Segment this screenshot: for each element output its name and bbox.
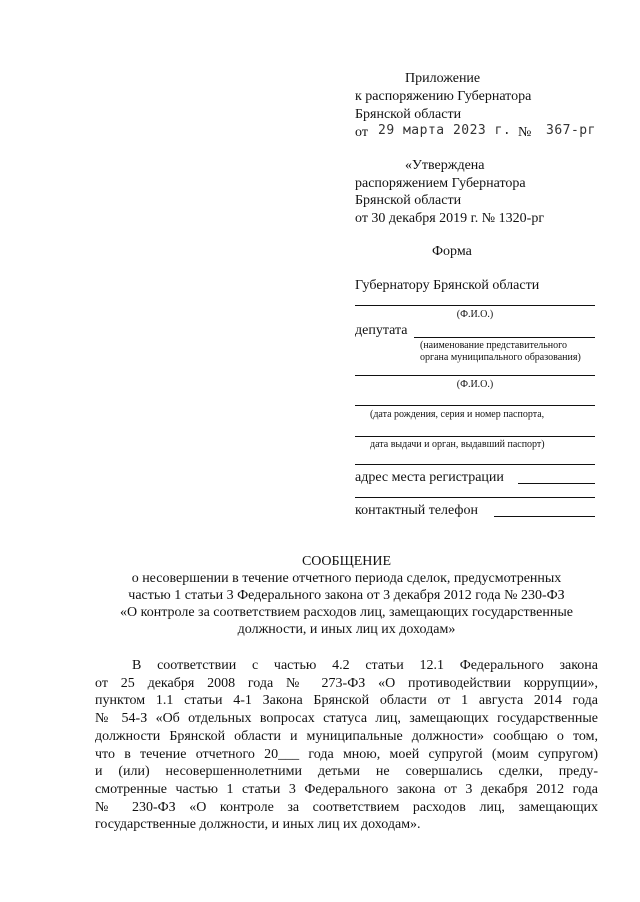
body-caption-2: органа муниципального образования) xyxy=(420,352,581,363)
fio-caption-2: (Ф.И.О.) xyxy=(456,379,494,390)
passport-line-2 xyxy=(355,436,595,437)
body-line: № 54-З «Об отдельных вопросах статуса лиц, замещающих государственные xyxy=(95,711,598,727)
approved-line-4: от 30 декабря 2019 г. № 1320-рг xyxy=(355,211,545,226)
passport-caption-1: (дата рождения, серия и номер паспорта, xyxy=(370,409,545,420)
appendix-from: от xyxy=(355,125,368,140)
body-line: и (или) несовершеннолетними детьми не совершались сделки, преду- xyxy=(95,764,598,780)
message-subtitle-4: должности, и иных лиц их доходам» xyxy=(237,622,456,637)
body-line: что в течение отчетного 20___ года мною, моей супругой (моим супругом) xyxy=(95,746,598,762)
approved-line-3: Брянской области xyxy=(355,193,462,208)
appendix-date: 29 марта 2023 г. xyxy=(378,123,512,138)
body-line: В соответствии с частью 4.2 статьи 12.1 Федерального закона xyxy=(132,658,598,673)
appendix-line-3: Брянской области xyxy=(355,107,462,122)
address-line xyxy=(518,483,595,484)
appendix-title: Приложение xyxy=(405,71,481,86)
address-label: адрес места регистрации xyxy=(355,470,504,485)
body-line: государственные должности, и иных лиц их доходам». xyxy=(95,817,421,833)
message-subtitle-3: «О контроле за соответствием расходов лиц, замещающих государственные xyxy=(120,605,573,620)
phone-label: контактный телефон xyxy=(355,503,478,518)
message-subtitle-2: частью 1 статьи 3 Федерального закона от 3 декабря 2012 года № 230-ФЗ xyxy=(128,588,565,603)
body-line: должности Брянской области и муниципальные должности» сообщаю о том, xyxy=(95,728,598,744)
addressee: Губернатору Брянской области xyxy=(355,278,540,293)
message-body xyxy=(95,657,598,834)
appendix-line-2: к распоряжению Губернатора xyxy=(355,89,532,104)
message-subtitle-1: о несовершении в течение отчетного периода сделок, предусмотренных xyxy=(131,571,562,586)
phone-top-line xyxy=(355,497,595,498)
body-line: от 25 декабря 2008 года № 273-ФЗ «О противодействии коррупции», xyxy=(95,675,598,691)
body-line: пунктом 1.1 статьи 4-1 Закона Брянской области от 1 августа 2014 года xyxy=(95,693,598,709)
fio-line-1 xyxy=(355,305,595,306)
passport-line-1 xyxy=(355,405,595,406)
approved-line-1: «Утверждена xyxy=(405,158,485,173)
phone-line xyxy=(494,516,595,517)
deputy-label: депутата xyxy=(355,323,408,338)
deputy-line xyxy=(414,337,595,338)
passport-caption-2: дата выдачи и орган, выдавший паспорт) xyxy=(370,439,545,450)
form-label: Форма xyxy=(432,244,472,259)
fio-caption-1: (Ф.И.О.) xyxy=(456,309,494,320)
address-top-line xyxy=(355,464,595,465)
appendix-number: 367-рг xyxy=(546,123,596,138)
body-caption-1: (наименование представительного xyxy=(420,340,568,351)
appendix-number-sign: № xyxy=(518,125,532,140)
body-line: № 230-ФЗ «О контроле за соответствием расходов лиц, замещающих xyxy=(95,799,598,815)
approved-line-2: распоряжением Губернатора xyxy=(355,176,526,191)
fio-line-2 xyxy=(355,375,595,376)
message-title: СООБЩЕНИЕ xyxy=(301,554,392,569)
body-line: смотренные частью 1 статьи 3 Федерального закона от 3 декабря 2012 года xyxy=(95,781,598,797)
